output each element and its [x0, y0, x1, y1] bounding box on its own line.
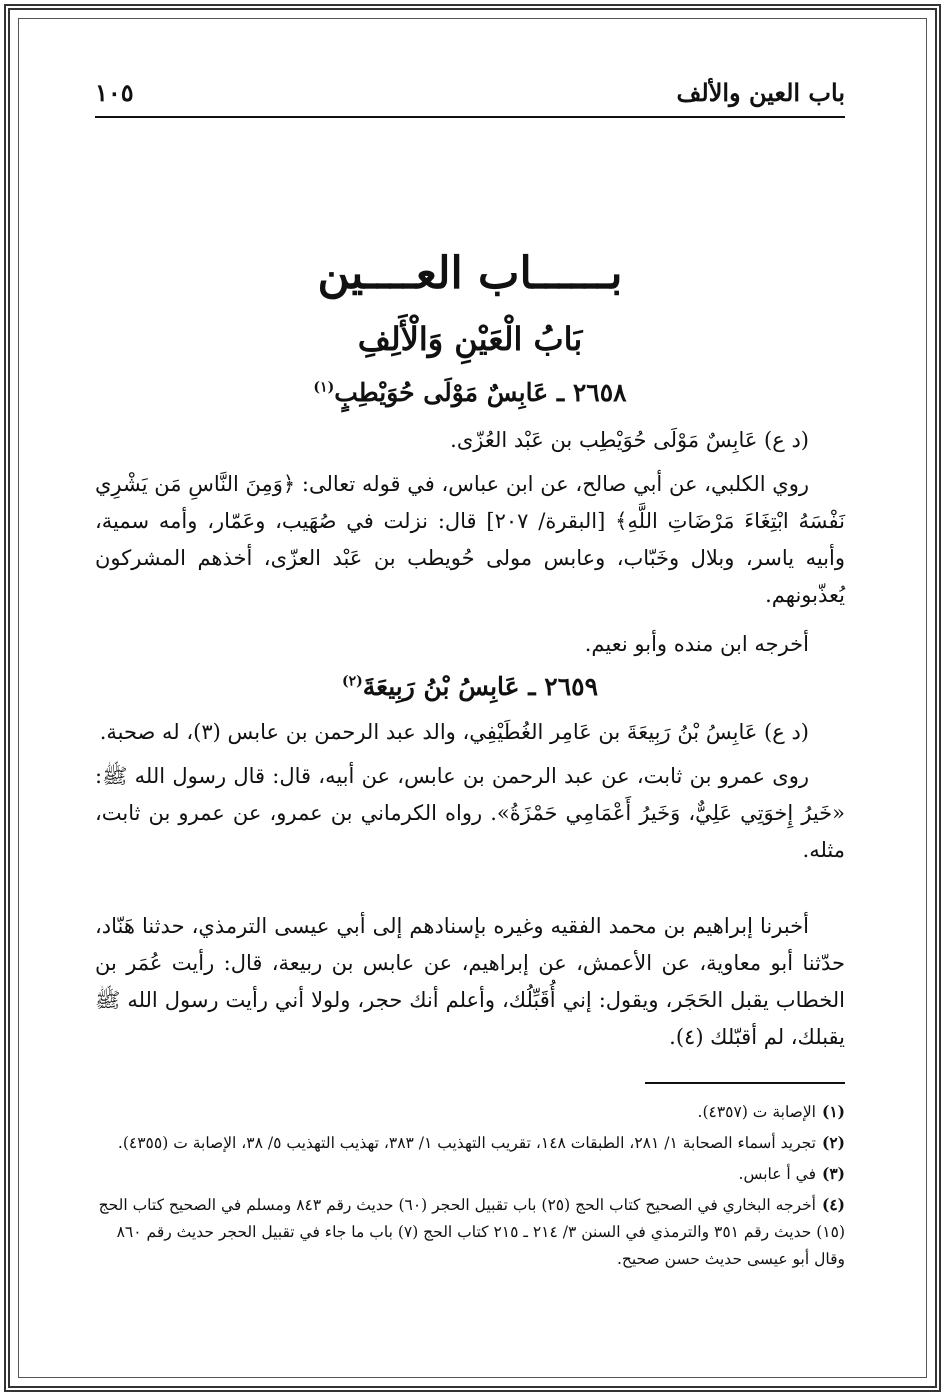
running-header	[95, 72, 845, 118]
entry-paragraph: أخبرنا إبراهيم بن محمد الفقيه وغيره بإسنادهم إلى أبي عيسى الترمذي، حدثنا هَنّاد، حدّثنا أبو معاوية، عن الأعمش، عن إبراهيم، عن عابس بن ربيعة، قال: رأيت عُمَر بن الخطاب يقبل الحَجَر، ويقول: إني أُقَبِّلُك، وأعلم أنك حجر، ولولا أني رأيت رسول الله ﷺ يقبلك، لم أقبّلك (٤).	[95, 914, 845, 1049]
entry-paragraph: روي الكلبي، عن أبي صالح، عن ابن عباس، في قوله تعالى: ﴿وَمِنَ النَّاسِ مَن يَشْرِي نَفْسَهُ ابْتِغَاءَ مَرْضَاتِ اللَّهِ﴾ [البقرة/ ٢٠٧] قال: نزلت في صُهَيب، وعَمّار، وأمه سمية، وأبيه ياسر، وبلال وخَبّاب، وعابس مولى حُويطب بن عَبْد العزّى، أخذهم المشركون يُعذّبونهم.	[95, 472, 845, 607]
footnote-item	[95, 1191, 845, 1273]
entry-paragraph: روى عمرو بن ثابت، عن عبد الرحمن بن عابس، عن أبيه، قال: قال رسول الله ﷺ: «خَيرُ إِخوَتِي عَلِيٌّ، وَخَيرُ أَعْمَامِي حَمْزَةُ». رواه الكرماني بن عمرو، عن عمرو بن ثابت، مثله.	[95, 764, 845, 862]
footnote-number: (٣)	[821, 1164, 845, 1183]
entry-paragraph: (د ع) عَابِسُ بْنُ رَبِيعَةَ بن عَامِر الغُطَيْفِي، والد عبد الرحمن بن عابس (٣)، له صحبة.	[99, 720, 809, 744]
entry-title-2658	[95, 378, 845, 407]
footnote-text: الإصابة ت (٤٣٥٧).	[697, 1103, 816, 1121]
footnote-ref: (٢)	[341, 673, 363, 690]
footnote-separator	[645, 1082, 845, 1084]
section-title: بَابُ الْعَيْنِ وَالْأَلِفِ	[357, 320, 583, 358]
footnote-ref: (١)	[313, 379, 335, 396]
entry-title-text: ٢٦٥٩ ـ عَابِسُ بْنُ رَبِيعَةَ	[362, 672, 599, 701]
footnote-item	[95, 1129, 845, 1157]
entry-paragraph: (د ع) عَابِسٌ مَوْلَى حُوَيْطِب بن عَبْد العُزّى.	[450, 428, 809, 452]
footnote-item	[95, 1098, 845, 1126]
footnote-number: (٤)	[821, 1195, 845, 1214]
running-title: باب العين والألف	[676, 78, 845, 107]
book-page	[95, 72, 845, 1332]
chapter-title: بــــــاب العــــين	[317, 248, 623, 299]
footnote-text: تجريد أسماء الصحابة ١/ ٢٨١، الطبقات ١٤٨، تقريب التهذيب ١/ ٣٨٣، تهذيب التهذيب ٥/ ٣٨، الإصابة ت (٤٣٥٥).	[117, 1134, 816, 1152]
footnote-text: أخرجه البخاري في الصحيح كتاب الحج (٢٥) باب تقبيل الحجر (٦٠) حديث رقم ٨٤٣ ومسلم في الصحيح كتاب الحج (١٥) حديث رقم ٣٥١ والترمذي في السنن ٣/ ٢١٤ ـ ٢١٥ كتاب الحج (٧) باب ما جاء في تقبيل الحجر حديث رقم ٨٦٠ وقال أبو عيسى حديث حسن صحيح.	[98, 1196, 845, 1268]
page-number: ١٠٥	[95, 78, 134, 107]
entry-title-text: ٢٦٥٨ ـ عَابِسٌ مَوْلَى حُوَيْطِبٍ	[334, 378, 627, 407]
footnote-number: (٢)	[821, 1133, 845, 1152]
footnote-item	[95, 1160, 845, 1188]
entry-title-2659	[95, 672, 845, 701]
footnote-number: (١)	[821, 1102, 845, 1121]
footnotes	[95, 1098, 845, 1276]
footnote-text: في أ عابس.	[738, 1165, 816, 1183]
entry-paragraph: أخرجه ابن منده وأبو نعيم.	[584, 632, 809, 656]
